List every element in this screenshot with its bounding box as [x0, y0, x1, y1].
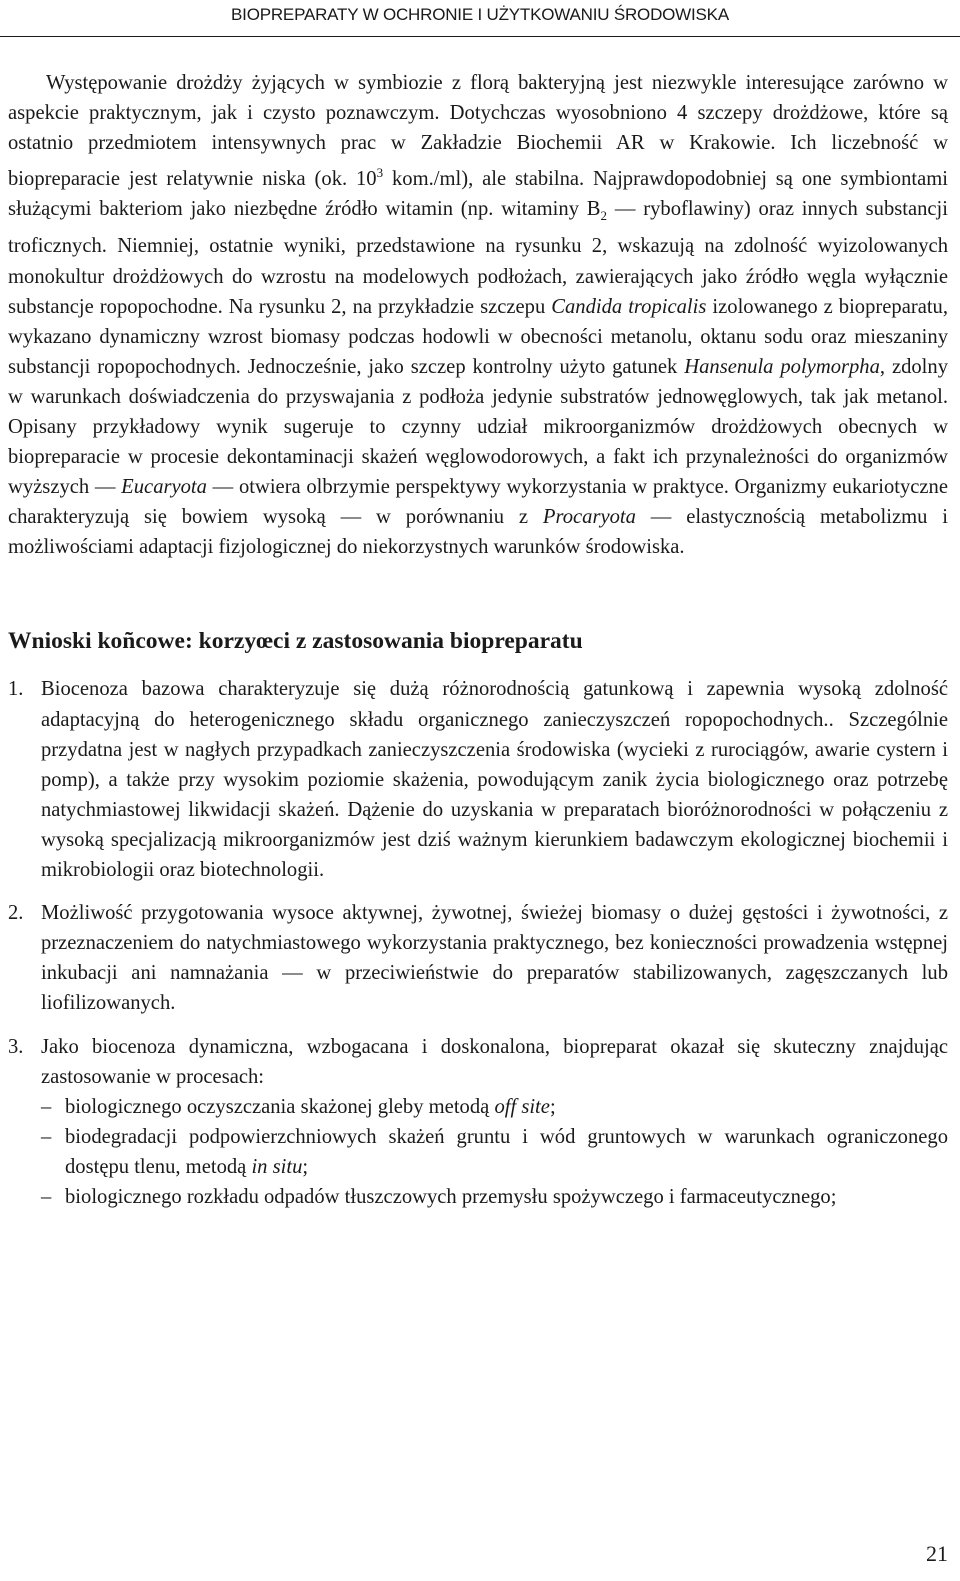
- item-text: Możliwość przygotowania wysoce aktywnej, żywotnej, świeżej biomasy o dużej gęstości i żywotności, z przeznaczeniem do natychmiastowego wykorzystania praktycznego, bez konieczności prowadzenia wstępnej inkubacji ani namnażania — w przeciwieństwie do preparatów stabilizowanych, zagęszczanych lub liofilizowanych.: [41, 902, 948, 1015]
- subscript: 2: [600, 208, 608, 224]
- item-text: Jako biocenoza dynamiczna, wzbogacana i doskonalona, biopreparat okazał się skuteczny znajdując zastosowanie w procesach:: [41, 1035, 948, 1088]
- list-item: [8, 1032, 948, 1213]
- dash-marker: –: [41, 1185, 52, 1208]
- species-name: Candida tropicalis: [551, 295, 707, 318]
- dash-marker: –: [41, 1095, 52, 1118]
- item-number: 2.: [8, 902, 24, 925]
- item-number: 3.: [8, 1035, 24, 1058]
- dash-item: – biologicznego oczyszczania skażonej gleby metodą off site;: [41, 1092, 948, 1122]
- dash-item: – biologicznego rozkładu odpadów tłuszczowych przemysłu spożywczego i farmaceutycznego;: [41, 1182, 948, 1212]
- conclusions-list: [8, 674, 948, 1212]
- taxon-name: Eucaryota: [121, 476, 207, 499]
- species-name: Hansenula polymorpha: [684, 355, 880, 378]
- list-item: [8, 674, 948, 885]
- exponent: 3: [376, 165, 384, 181]
- dash-marker: –: [41, 1125, 52, 1148]
- dash-item: – biodegradacji podpowierzchniowych skażeń gruntu i wód gruntowych w warunkach ograniczonego dostępu tlenu, metodą in situ;: [41, 1122, 948, 1182]
- running-title: BIOPREPARATY W OCHRONIE I UŻYTKOWANIU ŚRODOWISKA: [231, 5, 729, 24]
- method-name: off site: [494, 1095, 550, 1118]
- item-text: Biocenoza bazowa charakteryzuje się dużą różnorodnością gatunkową i zapewnia wysoką zdolność adaptacyjną do heterogenicznego składu organicznego zanieczyszczeń ropopochodnych.. Szczególnie przydatna jest w nagłych przypadkach zanieczyszczenia środowiska (wycieki z rurociągów, awarie cystern i pomp), a także przy wysokim poziomie skażenia, powodującym zanik życia biologicznego oraz potrzebę natychmiastowej likwidacji skażeń. Dążenie do uzyskania w preparatach bioróżnorodności w połączeniu z wysoką specjalizacją mikroorganizmów jest dziś ważnym kierunkiem badawczym ekologicznej biochemii i mikrobiologii oraz biotechnologii.: [41, 678, 948, 882]
- list-item: [8, 898, 948, 1018]
- running-header: [0, 0, 960, 37]
- intro-paragraph: Występowanie drożdży żyjących w symbiozie z florą bakteryjną jest niezwykle interesujące zarówno w aspekcie praktycznym, jak i czysto poznawczym. Dotychczas wyosobniono 4 szczepy drożdżowe, które są ostatnio przedmiotem intensywnych prac w Zakładzie Biochemii AR w Krakowie. Ich liczebność w biopreparacie jest relatywnie niska (ok. $10^3$ kom./ml), ale stabilna. Najprawdopodobniej są one symbiontami służącymi bakteriom jako niezbędne źródło witamin (np. witaminy $B_2$ — ryboflawiny) oraz innych substancji troficznych. Niemniej, ostatnie wyniki, przedstawione na rysunku 2, wskazują na zdolność wyizolowanych monokultur drożdżowych do wzrostu na modelowych podłożach, zawierających jako źródło węgla wyłącznie substancje ropopochodne. Na rysunku 2, na przykładzie szczepu Candida tropicalis izolowanego z biopreparatu, wykazano dynamiczny wzrost biomasy podczas hodowli w obecności metanolu, oktanu sodu oraz mieszaniny substancji ropopochodnych. Jednocześnie, jako szczep kontrolny użyto gatunek Hansenula polymorpha, zdolny w warunkach doświadczenia do przyswajania z podłoża jedynie substratów jednowęglowych, tak jak metanol. Opisany przykładowy wynik sugeruje to czynny udział mikroorganizmów drożdżowych obecnych w biopreparacie w procesie dekontaminacji skażeń węglowodorowych, a fakt ich przynależności do organizmów wyższych — Eucaryota — otwiera olbrzymie perspektywy wykorzystania w praktyce. Organizmy eukariotyczne charakteryzują się bowiem wysoką — w porównaniu z Procaryota — elastycznością metabolizmu i możliwościami adaptacji fizjologicznej do niekorzystnych warunków środowiska.: [8, 72, 949, 559]
- item-number: 1.: [8, 678, 24, 701]
- page-body: [8, 68, 948, 1225]
- section-heading: Wnioski koñcowe: korzyœci z zastosowania biopreparatu: [8, 628, 583, 655]
- page-number: 21: [926, 1541, 948, 1566]
- process-list: [41, 1092, 948, 1212]
- taxon-name: Procaryota: [542, 506, 636, 529]
- method-name: in situ: [251, 1155, 303, 1178]
